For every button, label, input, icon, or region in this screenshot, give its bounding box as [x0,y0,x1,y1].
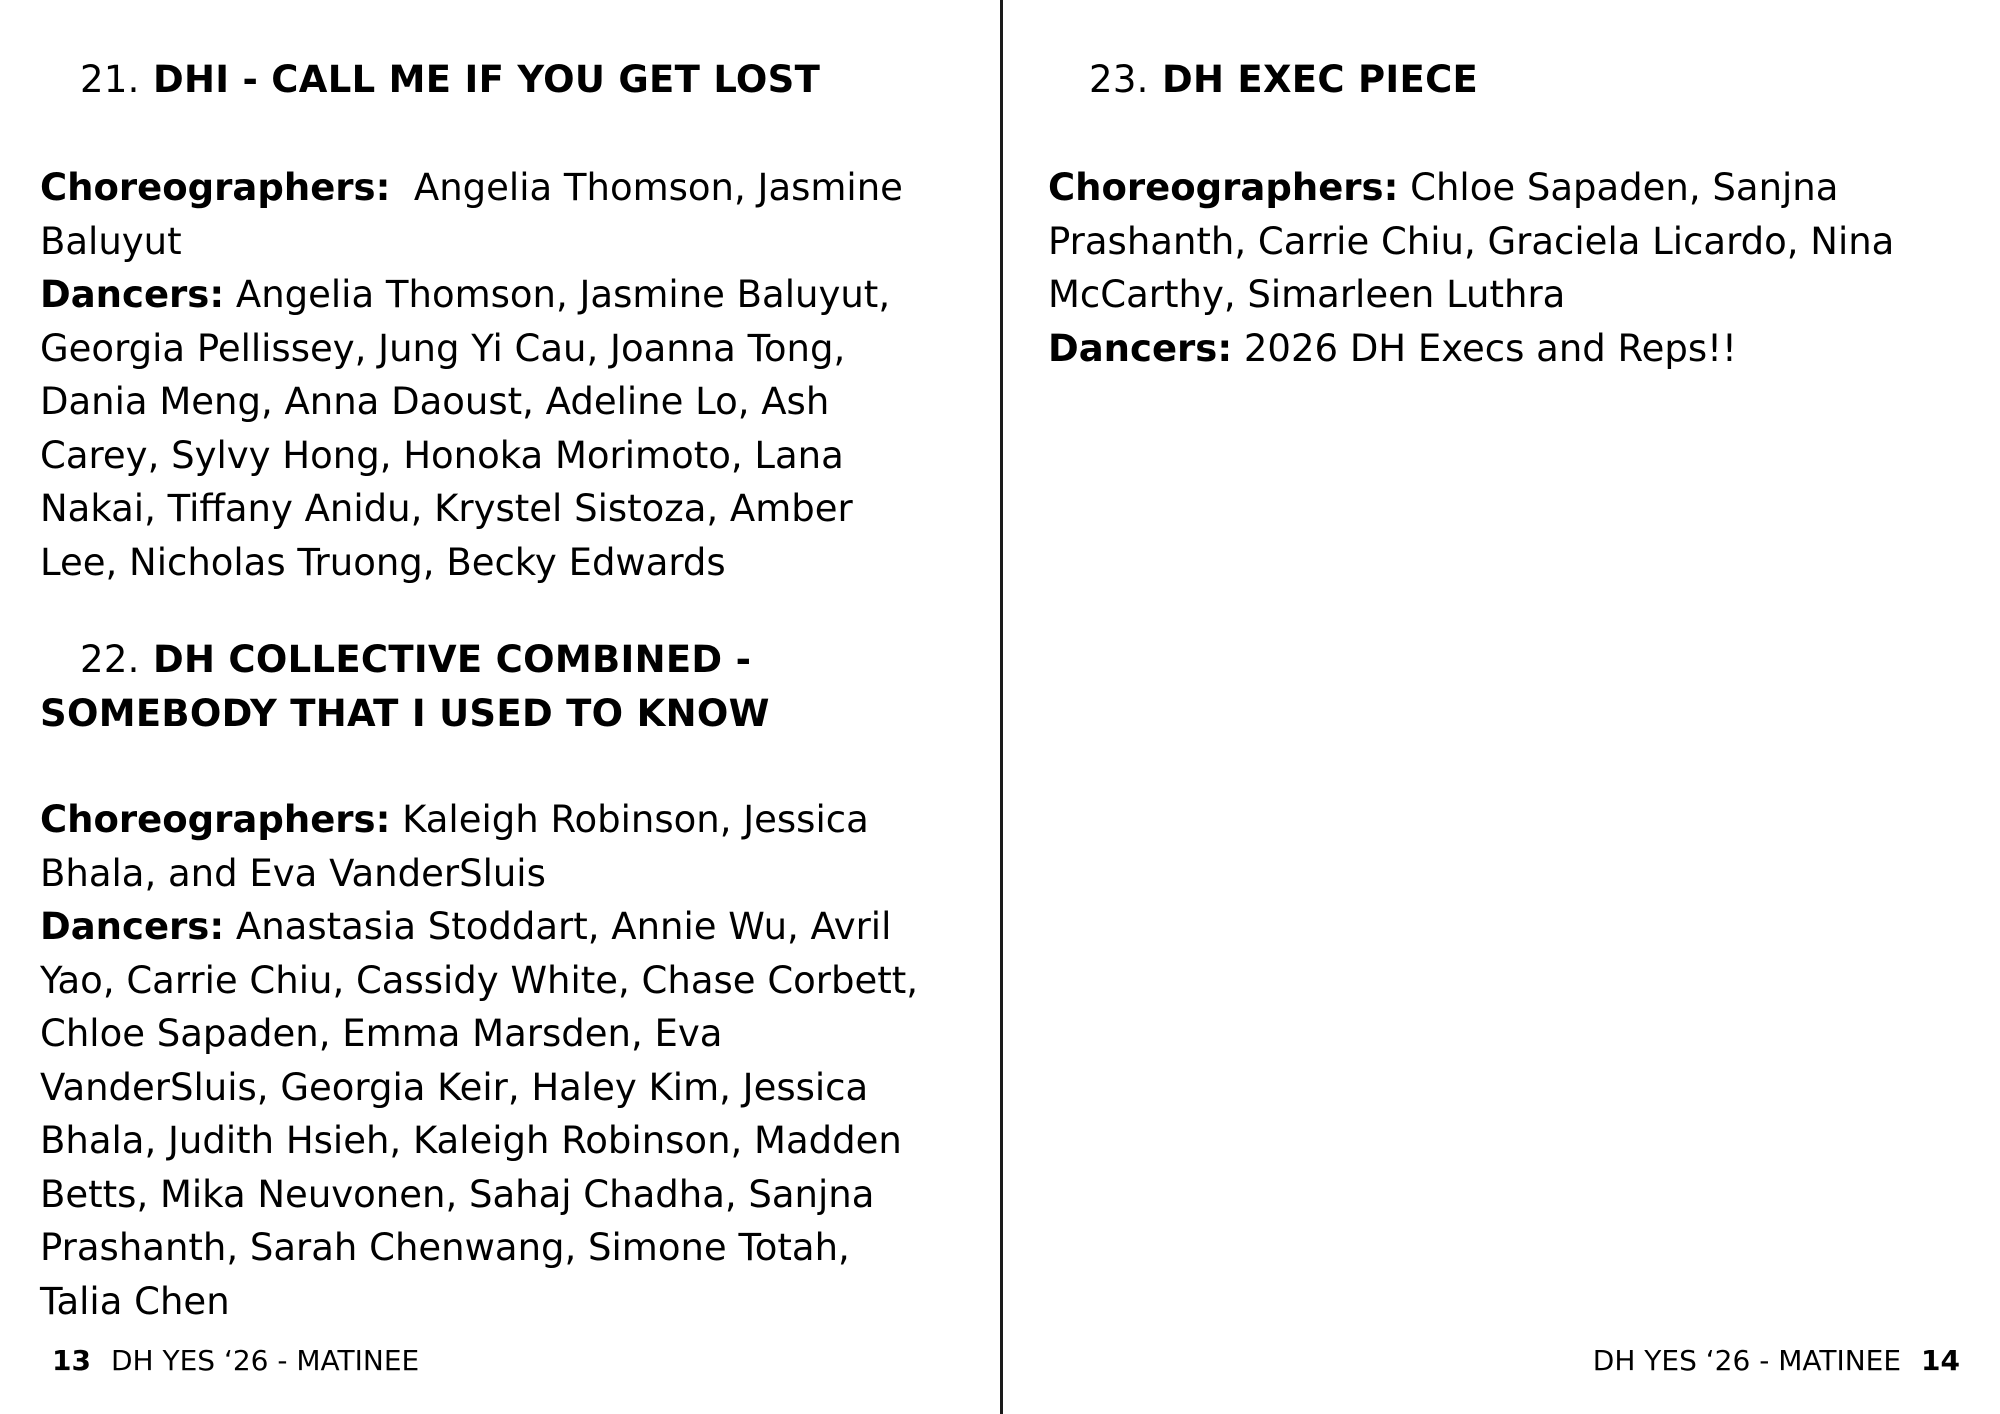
page-number: 13 [52,1344,91,1377]
choreographers-line [40,793,940,900]
choreographers-list: Angelia Thomson, Jasmine Baluyut [40,166,903,263]
dancers-label: Dancers: [40,273,225,316]
piece-title [1089,53,1949,107]
dancers-list: Anastasia Stoddart, Annie Wu, Avril Yao, Carrie Chiu, Cassidy White, Chase Corbett, Chloe Sapaden, Emma Marsden, Eva VanderSluis, Georgia Keir, Haley Kim, Jessica Bhala, Judith Hsieh, Kaleigh Robinson, Madden Betts, Mika Neuvonen, Sahaj Chadha, Sanjna Prashanth, Sarah Chenwang, Simone Totah, Talia Chen [40,905,919,1323]
piece-credits [40,161,940,589]
choreographers-label: Choreographers: [40,166,391,209]
dancers-line [1048,322,1928,376]
page-number: 14 [1921,1344,1960,1377]
piece-credits [40,793,940,1328]
footer-text: DH YES ‘26 - MATINEE [110,1344,420,1377]
center-divider [1000,0,1003,1414]
piece-number: 23. [1089,58,1149,101]
piece-number: 22. [80,638,140,681]
dancers-line [40,268,940,589]
choreographers-list: Chloe Sapaden, Sanjna Prashanth, Carrie Chiu, Graciela Licardo, Nina McCarthy, Simarleen Luthra [1048,166,1895,316]
choreographers-label: Choreographers: [40,798,391,841]
choreographers-label: Choreographers: [1048,166,1399,209]
choreographers-list: Kaleigh Robinson, Jessica Bhala, and Eva VanderSluis [40,798,869,895]
page-footer [52,1341,419,1381]
choreographers-line [1048,161,1928,322]
piece-title-text: DH COLLECTIVE COMBINED - SOMEBODY THAT I USED TO KNOW [40,638,770,735]
right-page [1004,0,2000,1414]
dancers-label: Dancers: [40,905,225,948]
page-footer [1593,1341,1960,1381]
dancers-label: Dancers: [1048,326,1233,370]
dancers-list: 2026 DH Execs and Reps!! [1243,326,1737,370]
piece-title-text: DHI - CALL ME IF YOU GET LOST [152,58,821,101]
footer-text: DH YES ‘26 - MATINEE [1592,1344,1902,1377]
dancers-list: Angelia Thomson, Jasmine Baluyut, Georgia Pellissey, Jung Yi Cau, Joanna Tong, Dania Meng, Anna Daoust, Adeline Lo, Ash Carey, Sylvy Hong, Honoka Morimoto, Lana Nakai, Tiffany Anidu, Krystel Sistoza, Amber Lee, Nicholas Truong, Becky Edwards [40,273,891,584]
piece-credits [1048,161,1928,375]
piece-title [40,633,920,741]
choreographers-line [40,161,940,268]
piece-title-text: DH EXEC PIECE [1161,58,1479,101]
piece-number: 21. [80,58,140,101]
dancers-line [40,900,940,1328]
piece-title [80,53,960,107]
